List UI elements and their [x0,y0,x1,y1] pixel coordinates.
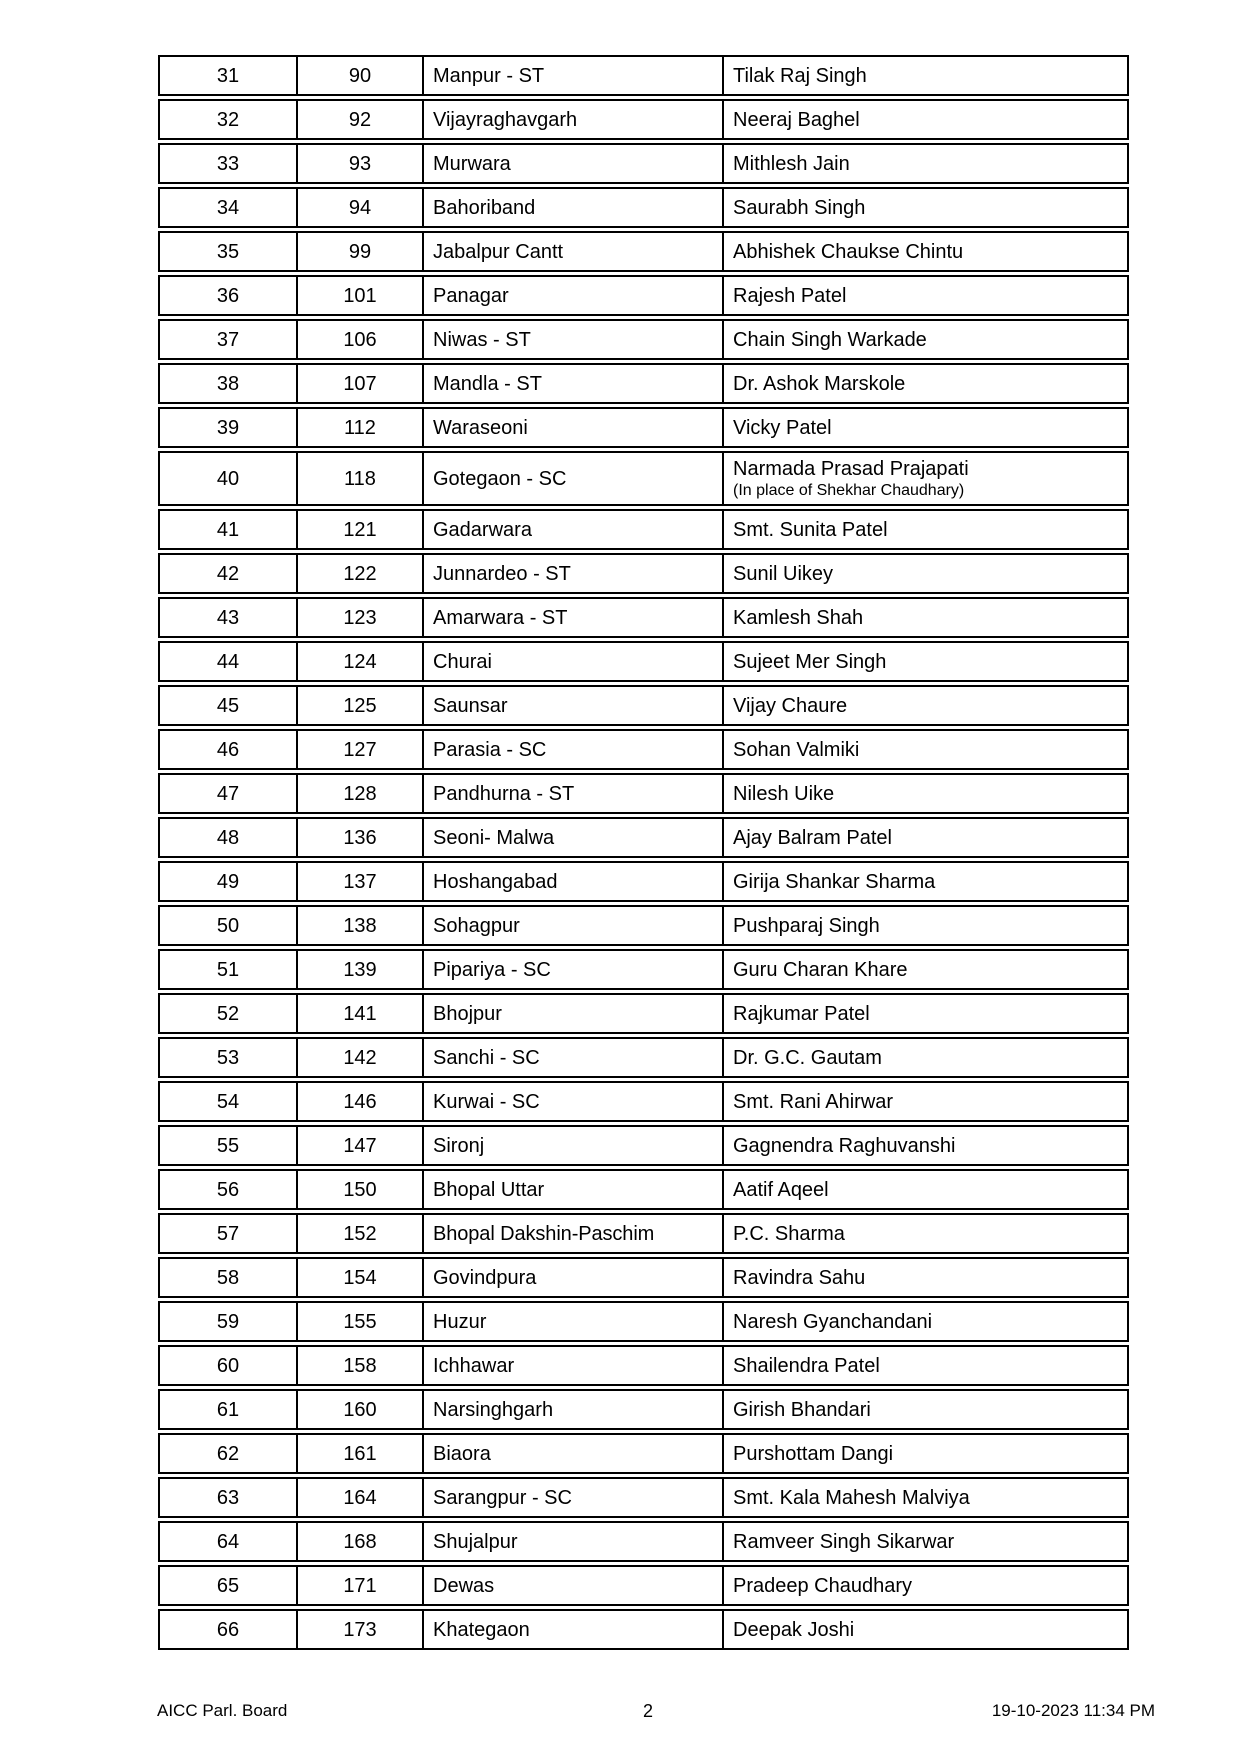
constituency-name-cell: Mandla - ST [424,363,724,404]
candidate-name: Saurabh Singh [733,196,866,219]
constituency-number-cell: 141 [298,993,424,1034]
serial-cell: 61 [158,1389,298,1430]
constituency-name-cell: Bahoriband [424,187,724,228]
candidate-name-cell [724,993,1129,1034]
candidate-name: Sunil Uikey [733,562,834,585]
constituency-name-cell: Govindpura [424,1257,724,1298]
serial-cell: 39 [158,407,298,448]
constituency-number-cell: 158 [298,1345,424,1386]
candidate-name: Sohan Valmiki [733,738,860,761]
serial-cell: 35 [158,231,298,272]
constituency-name-cell: Huzur [424,1301,724,1342]
table-row [158,1213,1129,1254]
candidate-name-cell [724,1301,1129,1342]
candidate-name-cell [724,553,1129,594]
candidate-name-cell [724,1389,1129,1430]
constituency-number-cell: 147 [298,1125,424,1166]
constituency-number-cell: 160 [298,1389,424,1430]
constituency-number-cell: 122 [298,553,424,594]
table-row [158,1609,1129,1650]
candidate-name: Deepak Joshi [733,1618,855,1641]
serial-cell: 54 [158,1081,298,1122]
candidate-name-cell [724,187,1129,228]
serial-cell: 41 [158,509,298,550]
constituency-number-cell: 94 [298,187,424,228]
constituency-number-cell: 101 [298,275,424,316]
table-row [158,1433,1129,1474]
candidate-table [158,52,1129,1653]
table-row [158,993,1129,1034]
constituency-name-cell: Narsinghgarh [424,1389,724,1430]
candidate-name: Kamlesh Shah [733,606,864,629]
candidate-name-cell [724,1433,1129,1474]
constituency-number-cell: 142 [298,1037,424,1078]
constituency-number-cell: 150 [298,1169,424,1210]
serial-cell: 55 [158,1125,298,1166]
candidate-name: Nilesh Uike [733,782,835,805]
candidate-name: Smt. Rani Ahirwar [733,1090,894,1113]
table-row [158,1345,1129,1386]
serial-cell: 64 [158,1521,298,1562]
candidate-name: P.C. Sharma [733,1222,845,1245]
candidate-name: Girija Shankar Sharma [733,870,936,893]
table-row [158,1125,1129,1166]
constituency-name-cell: Ichhawar [424,1345,724,1386]
candidate-name-cell [724,319,1129,360]
table-row [158,319,1129,360]
constituency-number-cell: 93 [298,143,424,184]
table-row [158,729,1129,770]
table-row [158,1477,1129,1518]
constituency-number-cell: 127 [298,729,424,770]
footer-timestamp: 19-10-2023 11:34 PM [991,1701,1155,1720]
candidate-name-cell [724,817,1129,858]
candidate-name: Abhishek Chaukse Chintu [733,240,964,263]
table-row [158,553,1129,594]
constituency-name-cell: Sironj [424,1125,724,1166]
table-row [158,363,1129,404]
serial-cell: 32 [158,99,298,140]
serial-cell: 57 [158,1213,298,1254]
serial-cell: 47 [158,773,298,814]
table-row [158,143,1129,184]
constituency-number-cell: 99 [298,231,424,272]
candidate-name-cell [724,1169,1129,1210]
constituency-number-cell: 138 [298,905,424,946]
constituency-number-cell: 92 [298,99,424,140]
table-row [158,1389,1129,1430]
constituency-number-cell: 106 [298,319,424,360]
constituency-name-cell: Vijayraghavgarh [424,99,724,140]
candidate-name-cell [724,773,1129,814]
table-row [158,1169,1129,1210]
serial-cell: 62 [158,1433,298,1474]
candidate-name: Gagnendra Raghuvanshi [733,1134,956,1157]
constituency-name-cell: Dewas [424,1565,724,1606]
candidate-name-cell [724,1213,1129,1254]
constituency-number-cell: 128 [298,773,424,814]
candidate-name: Vicky Patel [733,416,832,439]
candidate-name: Rajkumar Patel [733,1002,870,1025]
serial-cell: 45 [158,685,298,726]
candidate-name-cell [724,231,1129,272]
candidate-name-cell [724,641,1129,682]
constituency-name-cell: Pipariya - SC [424,949,724,990]
candidate-name-cell [724,1345,1129,1386]
serial-cell: 34 [158,187,298,228]
constituency-name-cell: Gotegaon - SC [424,451,724,506]
constituency-name-cell: Khategaon [424,1609,724,1650]
page-number: 2 [642,1701,654,1721]
table-row [158,905,1129,946]
candidate-name-cell [724,1081,1129,1122]
constituency-number-cell: 107 [298,363,424,404]
constituency-name-cell: Jabalpur Cantt [424,231,724,272]
candidate-name: Aatif Aqeel [733,1178,829,1201]
constituency-name-cell: Manpur - ST [424,55,724,96]
candidate-name-cell [724,509,1129,550]
candidate-name: Naresh Gyanchandani [733,1310,933,1333]
serial-cell: 40 [158,451,298,506]
constituency-name-cell: Biaora [424,1433,724,1474]
candidate-name-cell [724,685,1129,726]
constituency-number-cell: 136 [298,817,424,858]
constituency-name-cell: Murwara [424,143,724,184]
constituency-name-cell: Gadarwara [424,509,724,550]
candidate-name: Shailendra Patel [733,1354,880,1377]
serial-cell: 56 [158,1169,298,1210]
candidate-name: Ramveer Singh Sikarwar [733,1530,955,1553]
serial-cell: 51 [158,949,298,990]
candidate-name: Dr. G.C. Gautam [733,1046,882,1069]
constituency-name-cell: Panagar [424,275,724,316]
constituency-name-cell: Shujalpur [424,1521,724,1562]
candidate-name-cell [724,407,1129,448]
table-row [158,55,1129,96]
table-row [158,1301,1129,1342]
serial-cell: 66 [158,1609,298,1650]
serial-cell: 42 [158,553,298,594]
constituency-name-cell: Churai [424,641,724,682]
table-row [158,187,1129,228]
serial-cell: 60 [158,1345,298,1386]
candidate-name-cell [724,143,1129,184]
candidate-name: Chain Singh Warkade [733,328,927,351]
serial-cell: 58 [158,1257,298,1298]
serial-cell: 31 [158,55,298,96]
candidate-name: Pradeep Chaudhary [733,1574,913,1597]
constituency-number-cell: 168 [298,1521,424,1562]
serial-cell: 46 [158,729,298,770]
table-row [158,407,1129,448]
candidate-replacement-note: (In place of Shekhar Chaudhary) [733,482,965,499]
constituency-name-cell: Saunsar [424,685,724,726]
candidate-name-cell [724,861,1129,902]
constituency-number-cell: 112 [298,407,424,448]
candidate-name: Narmada Prasad Prajapati [733,458,969,480]
constituency-name-cell: Bhopal Uttar [424,1169,724,1210]
candidate-name-cell [724,1521,1129,1562]
serial-cell: 48 [158,817,298,858]
candidate-name: Smt. Kala Mahesh Malviya [733,1486,970,1509]
table-row [158,1037,1129,1078]
candidate-name: Purshottam Dangi [733,1442,894,1465]
constituency-number-cell: 137 [298,861,424,902]
constituency-name-cell: Parasia - SC [424,729,724,770]
candidate-name-cell [724,949,1129,990]
candidate-name-cell [724,451,1129,506]
constituency-number-cell: 121 [298,509,424,550]
candidate-name-cell [724,1609,1129,1650]
candidate-name: Ajay Balram Patel [733,826,892,849]
serial-cell: 52 [158,993,298,1034]
constituency-number-cell: 123 [298,597,424,638]
constituency-name-cell: Bhopal Dakshin-Paschim [424,1213,724,1254]
candidate-name-cell [724,275,1129,316]
serial-cell: 49 [158,861,298,902]
candidate-name-cell [724,1257,1129,1298]
candidate-name-cell [724,1565,1129,1606]
table-row [158,641,1129,682]
table-row [158,685,1129,726]
candidate-name: Ravindra Sahu [733,1266,866,1289]
table-row [158,1565,1129,1606]
candidate-name-cell [724,1125,1129,1166]
table-row [158,597,1129,638]
serial-cell: 37 [158,319,298,360]
serial-cell: 36 [158,275,298,316]
serial-cell: 43 [158,597,298,638]
constituency-number-cell: 124 [298,641,424,682]
candidate-name: Tilak Raj Singh [733,64,867,87]
candidate-name-cell [724,55,1129,96]
constituency-number-cell: 171 [298,1565,424,1606]
constituency-name-cell: Niwas - ST [424,319,724,360]
constituency-number-cell: 152 [298,1213,424,1254]
constituency-number-cell: 139 [298,949,424,990]
candidate-name: Pushparaj Singh [733,914,880,937]
constituency-name-cell: Kurwai - SC [424,1081,724,1122]
serial-cell: 33 [158,143,298,184]
candidate-name-cell [724,363,1129,404]
candidate-name: Smt. Sunita Patel [733,518,888,541]
candidate-name-cell [724,99,1129,140]
constituency-number-cell: 118 [298,451,424,506]
table-row [158,773,1129,814]
constituency-name-cell: Amarwara - ST [424,597,724,638]
candidate-name: Mithlesh Jain [733,152,850,175]
candidate-name-cell [724,905,1129,946]
table-row [158,99,1129,140]
serial-cell: 63 [158,1477,298,1518]
candidate-name-cell [724,1037,1129,1078]
serial-cell: 53 [158,1037,298,1078]
table-row [158,817,1129,858]
constituency-name-cell: Sanchi - SC [424,1037,724,1078]
table-row [158,1257,1129,1298]
table-row [158,231,1129,272]
constituency-name-cell: Seoni- Malwa [424,817,724,858]
constituency-name-cell: Junnardeo - ST [424,553,724,594]
table-row [158,861,1129,902]
footer-source-label: AICC Parl. Board [157,1701,288,1720]
candidate-name: Guru Charan Khare [733,958,908,981]
serial-cell: 38 [158,363,298,404]
constituency-name-cell: Sarangpur - SC [424,1477,724,1518]
constituency-name-cell: Hoshangabad [424,861,724,902]
serial-cell: 65 [158,1565,298,1606]
table-row [158,275,1129,316]
constituency-number-cell: 90 [298,55,424,96]
constituency-name-cell: Bhojpur [424,993,724,1034]
candidate-name: Rajesh Patel [733,284,847,307]
candidate-name-cell [724,597,1129,638]
table-row [158,451,1129,506]
serial-cell: 59 [158,1301,298,1342]
constituency-number-cell: 173 [298,1609,424,1650]
candidate-name-cell [724,729,1129,770]
candidate-name: Dr. Ashok Marskole [733,372,906,395]
constituency-number-cell: 125 [298,685,424,726]
constituency-name-cell: Waraseoni [424,407,724,448]
candidate-name-cell [724,1477,1129,1518]
candidate-name: Girish Bhandari [733,1398,871,1421]
table-row [158,1521,1129,1562]
constituency-number-cell: 146 [298,1081,424,1122]
candidate-name: Sujeet Mer Singh [733,650,887,673]
table-row [158,949,1129,990]
constituency-number-cell: 164 [298,1477,424,1518]
constituency-number-cell: 155 [298,1301,424,1342]
constituency-number-cell: 154 [298,1257,424,1298]
candidate-name: Neeraj Baghel [733,108,860,131]
constituency-number-cell: 161 [298,1433,424,1474]
table-row [158,1081,1129,1122]
serial-cell: 44 [158,641,298,682]
candidate-name: Vijay Chaure [733,694,848,717]
table-row [158,509,1129,550]
constituency-name-cell: Sohagpur [424,905,724,946]
serial-cell: 50 [158,905,298,946]
constituency-name-cell: Pandhurna - ST [424,773,724,814]
